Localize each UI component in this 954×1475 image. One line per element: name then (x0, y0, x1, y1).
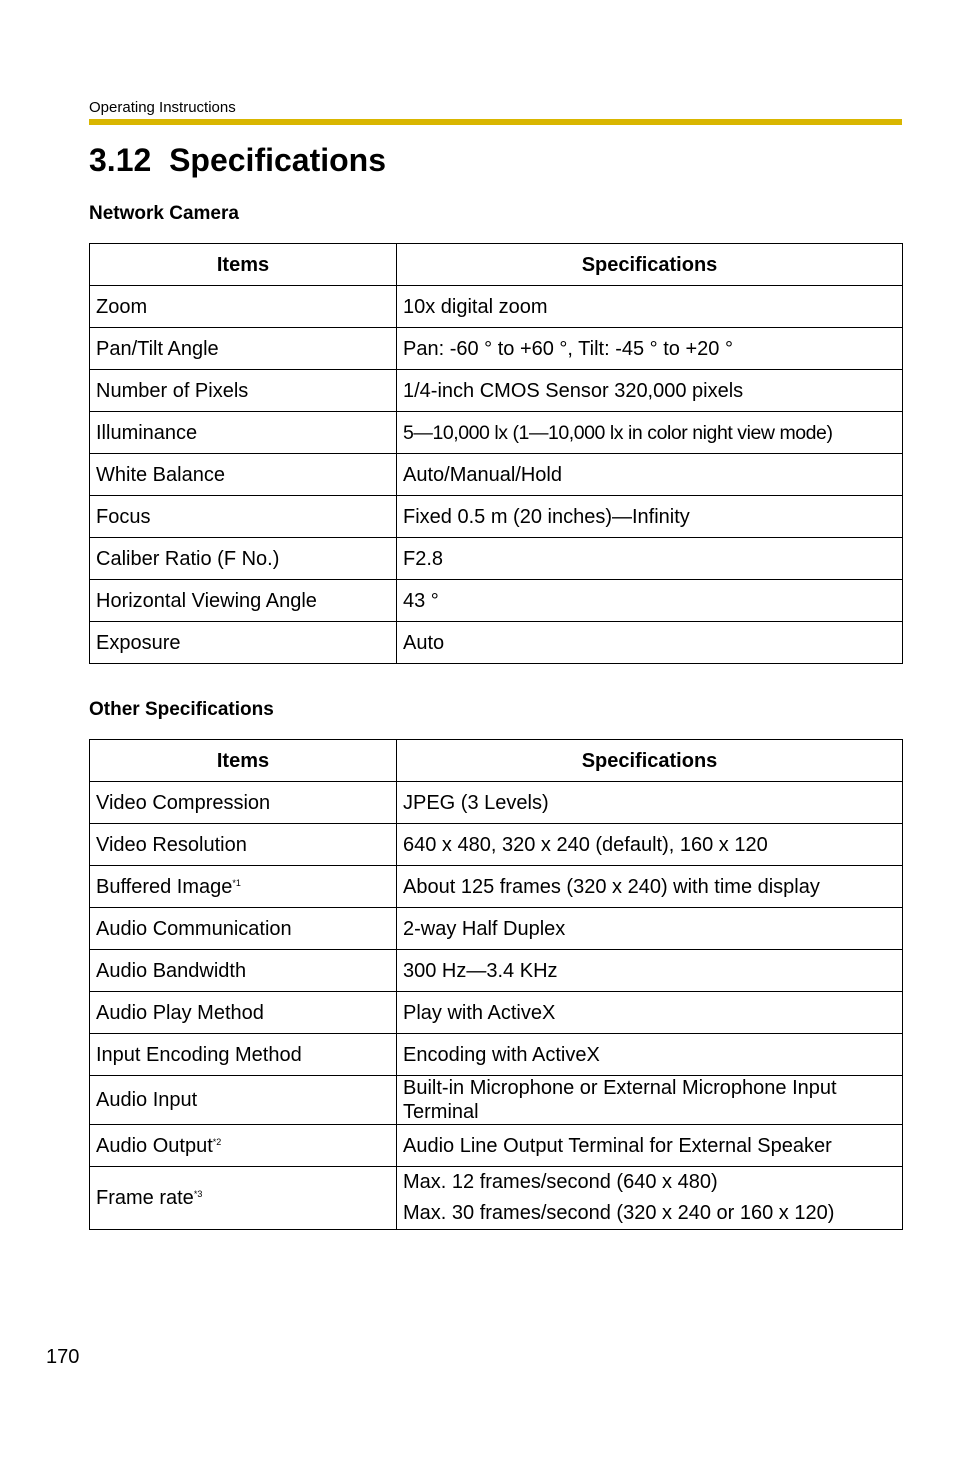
column-header-items: Items (90, 244, 397, 286)
item-cell: Input Encoding Method (90, 1034, 397, 1076)
table-header-row (90, 740, 903, 782)
item-cell: Caliber Ratio (F No.) (90, 538, 397, 580)
spec-cell: Built-in Microphone or External Microphone Input Terminal (397, 1076, 903, 1125)
section-title: Specifications (169, 142, 387, 178)
item-cell (90, 1125, 397, 1167)
section-number: 3.12 (89, 142, 152, 178)
item-cell: Illuminance (90, 412, 397, 454)
table-row (90, 328, 903, 370)
table-row (90, 370, 903, 412)
item-cell: Audio Input (90, 1076, 397, 1125)
table-row (90, 824, 903, 866)
column-header-specifications: Specifications (397, 244, 903, 286)
table-row (90, 622, 903, 664)
footnote-marker: *2 (212, 1136, 222, 1147)
item-cell: Video Compression (90, 782, 397, 824)
column-header-specifications: Specifications (397, 740, 903, 782)
table-row (90, 782, 903, 824)
spec-cell: 5—10,000 lx (1—10,000 lx in color night view mode) (397, 412, 903, 454)
item-cell: White Balance (90, 454, 397, 496)
page-title (89, 140, 386, 180)
item-cell: Focus (90, 496, 397, 538)
table-row (90, 950, 903, 992)
spec-cell (397, 1167, 903, 1230)
spec-line: Max. 12 frames/second (640 x 480) (403, 1171, 718, 1193)
spec-cell: Audio Line Output Terminal for External Speaker (397, 1125, 903, 1167)
spec-cell: JPEG (3 Levels) (397, 782, 903, 824)
spec-cell: Pan: -60 ° to +60 °, Tilt: -45 ° to +20 ° (397, 328, 903, 370)
header-rule (89, 119, 902, 125)
running-header: Operating Instructions (89, 99, 236, 116)
item-label: Frame rate (96, 1187, 194, 1209)
spec-cell: Play with ActiveX (397, 992, 903, 1034)
footnote-marker: *3 (193, 1189, 203, 1199)
network-camera-heading: Network Camera (89, 203, 239, 224)
spec-line: Max. 30 frames/second (320 x 240 or 160 x 120) (403, 1202, 835, 1224)
spec-cell: Auto/Manual/Hold (397, 454, 903, 496)
item-cell: Horizontal Viewing Angle (90, 580, 397, 622)
table-row (90, 580, 903, 622)
table-row (90, 1076, 903, 1125)
table-row (90, 908, 903, 950)
item-cell: Video Resolution (90, 824, 397, 866)
spec-cell: Encoding with ActiveX (397, 1034, 903, 1076)
item-cell: Audio Communication (90, 908, 397, 950)
table-row (90, 1034, 903, 1076)
item-cell (90, 1167, 397, 1230)
item-cell: Number of Pixels (90, 370, 397, 412)
spec-cell: 640 x 480, 320 x 240 (default), 160 x 120 (397, 824, 903, 866)
table-row (90, 412, 903, 454)
table-row (90, 1125, 903, 1167)
table-row (90, 992, 903, 1034)
spec-cell: 1/4-inch CMOS Sensor 320,000 pixels (397, 370, 903, 412)
item-label: Audio Output (96, 1134, 213, 1157)
table-header-row (90, 244, 903, 286)
spec-cell: 2-way Half Duplex (397, 908, 903, 950)
spec-cell: 10x digital zoom (397, 286, 903, 328)
item-cell: Zoom (90, 286, 397, 328)
item-cell: Pan/Tilt Angle (90, 328, 397, 370)
column-header-items: Items (90, 740, 397, 782)
item-cell: Audio Play Method (90, 992, 397, 1034)
footnote-marker: *1 (232, 877, 241, 888)
spec-cell: Fixed 0.5 m (20 inches)—Infinity (397, 496, 903, 538)
page-number: 170 (46, 1346, 80, 1368)
table-row (90, 538, 903, 580)
table-row (90, 286, 903, 328)
item-label: Buffered Image (96, 875, 233, 898)
item-cell: Audio Bandwidth (90, 950, 397, 992)
other-specifications-table (89, 739, 903, 1230)
item-cell: Exposure (90, 622, 397, 664)
spec-cell: Auto (397, 622, 903, 664)
table-row (90, 1167, 903, 1230)
spec-cell: F2.8 (397, 538, 903, 580)
spec-cell: About 125 frames (320 x 240) with time display (397, 866, 903, 908)
item-cell (90, 866, 397, 908)
table-row (90, 496, 903, 538)
network-camera-table (89, 243, 903, 664)
spec-cell: 300 Hz—3.4 KHz (397, 950, 903, 992)
other-specifications-heading: Other Specifications (89, 699, 274, 720)
spec-cell: 43 ° (397, 580, 903, 622)
table-row (90, 866, 903, 908)
table-row (90, 454, 903, 496)
